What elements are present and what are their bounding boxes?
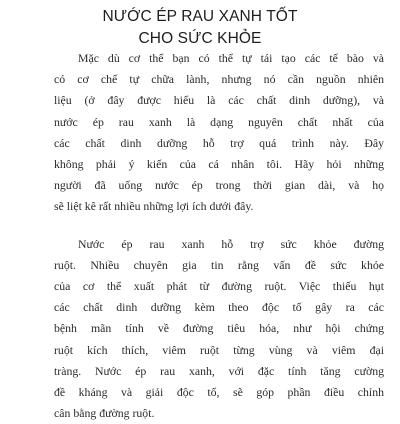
text-line: các chất dinh dưỡng hỗ trợ quá trình này. Đây bbox=[54, 135, 384, 150]
text-line: có cơ chế tự chữa lành, nhưng nó cần nguồn nhiên bbox=[54, 72, 384, 87]
chapter-title bbox=[0, 6, 400, 50]
paragraph-2 bbox=[54, 234, 384, 424]
text-line: người đã uống nước ép trong thời gian dài, và họ bbox=[54, 178, 384, 193]
text-line: ruột. Nhiều chuyên gia tin rằng vấn đề sức khỏe bbox=[54, 257, 384, 272]
text-line: ruột kích thích, viêm ruột từng vùng và viêm đại bbox=[54, 342, 384, 357]
text-line: Nước ép rau xanh hỗ trợ sức khỏe đường bbox=[78, 236, 384, 251]
text-line: sẽ liệt kê rất nhiều những lợi ích dưới đây. bbox=[54, 199, 254, 214]
paragraph-1 bbox=[54, 48, 384, 218]
text-line: các chất dinh dưỡng kèm theo độc tố gây ra các bbox=[54, 300, 384, 315]
text-line: nước ép rau xanh là dạng nguyên chất nhất của bbox=[54, 114, 384, 129]
body-text bbox=[54, 48, 384, 424]
text-line: đề kháng và giải độc tố, sẽ góp phần điều chỉnh bbox=[54, 385, 384, 400]
text-line: Mặc dù cơ thể bạn có thể tự tái tạo các tế bào và bbox=[78, 51, 384, 65]
chapter-title-line-1: NƯỚC ÉP RAU XANH TỐT bbox=[102, 8, 298, 25]
chapter-title-line-2: CHO SỨC KHỎE bbox=[138, 30, 262, 47]
text-line: bệnh mãn tính về đường tiêu hóa, như hội chứng bbox=[54, 321, 384, 336]
text-line: cân bằng đường ruột. bbox=[54, 406, 155, 421]
text-line: của cơ thể xuất phát từ đường ruột. Việc thiếu hụt bbox=[54, 279, 384, 294]
text-line: tràng. Nước ép rau xanh, với đặc tính tăng cường bbox=[54, 363, 384, 378]
text-line: không phải ý kiến của cá nhân tôi. Hãy hỏi những bbox=[54, 157, 384, 172]
text-line: liệu (ở đây được hiểu là các chất dinh dưỡng), và bbox=[54, 93, 384, 108]
